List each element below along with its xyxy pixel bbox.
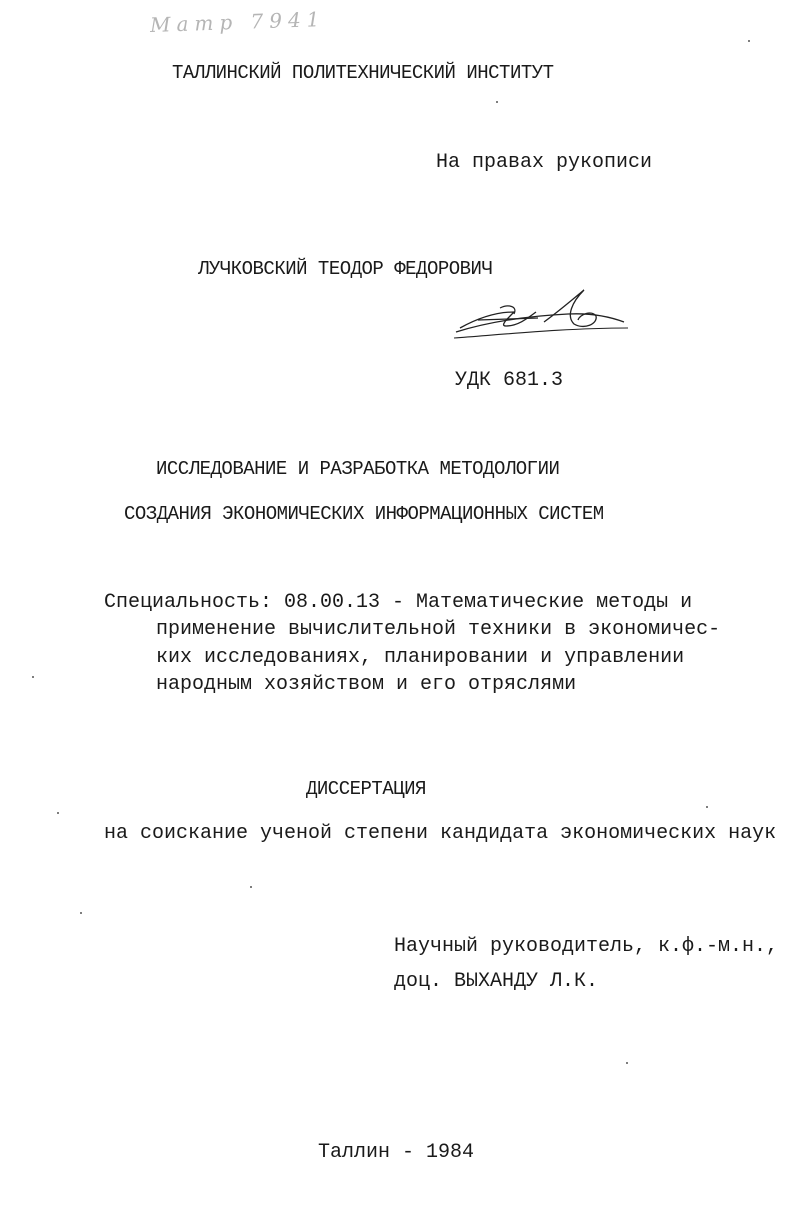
scan-speck (496, 101, 498, 103)
author-signature (448, 282, 634, 344)
manuscript-rights: На правах рукописи (436, 151, 653, 174)
institution-name: ТАЛЛИНСКИЙ ПОЛИТЕХНИЧЕСКИЙ ИНСТИТУТ (172, 62, 554, 84)
document-type: ДИССЕРТАЦИЯ (306, 778, 426, 800)
scan-speck (748, 40, 750, 42)
degree-description: на соискание ученой степени кандидата экономических наук (104, 822, 777, 845)
supervisor-line-2: доц. ВЫХАНДУ Л.К. (394, 970, 599, 993)
supervisor-line-1: Научный руководитель, к.ф.-м.н., (394, 935, 779, 958)
scan-speck (250, 886, 252, 888)
scan-speck (706, 806, 708, 808)
title-line-1: ИССЛЕДОВАНИЕ И РАЗРАБОТКА МЕТОДОЛОГИИ (156, 458, 560, 480)
title-line-2: СОЗДАНИЯ ЭКОНОМИЧЕСКИХ ИНФОРМАЦИОННЫХ СИСТЕМ (124, 503, 604, 525)
specialty-line-1: Специальность: 08.00.13 - Математические методы и (104, 591, 693, 614)
scan-speck (32, 676, 34, 678)
scan-speck (57, 812, 59, 814)
handwritten-archive-note: Mamp 7941 (149, 6, 326, 38)
specialty-line-4: народным хозяйством и его отряслями (156, 673, 577, 696)
place-and-year: Таллин - 1984 (318, 1141, 475, 1164)
specialty-line-2: применение вычислительной техники в экономичес- (156, 618, 721, 641)
scan-speck (80, 912, 82, 914)
udc-code: УДК 681.3 (455, 369, 564, 392)
scan-speck (626, 1062, 628, 1064)
author-name: ЛУЧКОВСКИЙ ТЕОДОР ФЕДОРОВИЧ (198, 258, 493, 280)
specialty-line-3: ких исследованиях, планировании и управлении (156, 646, 685, 669)
